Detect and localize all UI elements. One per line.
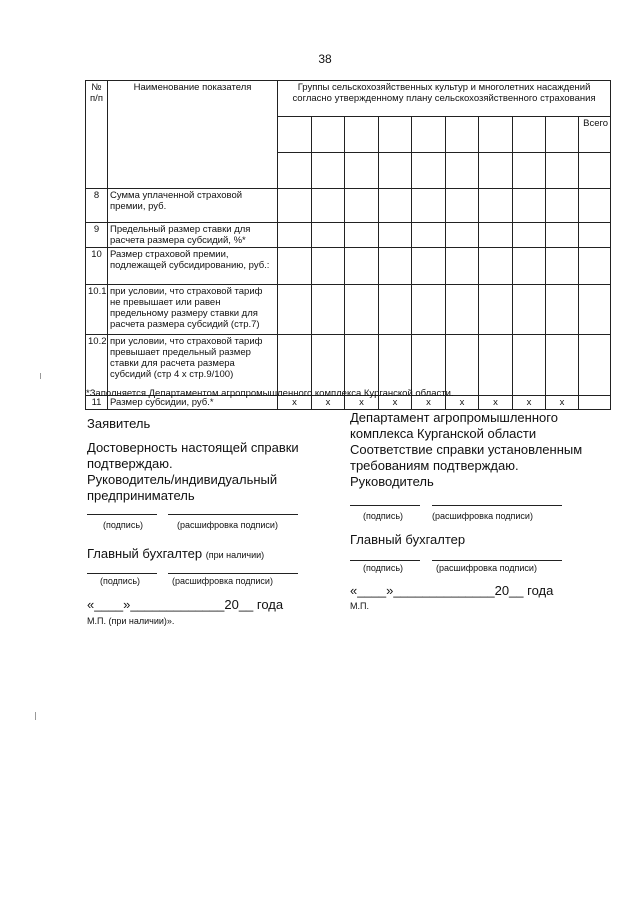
indicators-table (85, 80, 611, 410)
value-cell (546, 285, 579, 335)
row-indicator-name: Размер страховой премии, подлежащей субсидированию, руб.: (108, 248, 278, 285)
value-cell (412, 335, 446, 396)
table-row (86, 189, 611, 223)
scan-speck (35, 712, 36, 720)
value-cell: х (546, 396, 579, 410)
row-number: 10.2 (86, 335, 108, 396)
value-cell: х (278, 396, 312, 410)
applicant-date: «____»_____________20__ года (87, 597, 284, 612)
value-cell (312, 248, 345, 285)
value-cell (446, 285, 479, 335)
value-cell: х (345, 396, 379, 410)
row-indicator-name: при условии, что страховой тариф превышает предельный размер ставки для расчета размера субсидий (стр 4 х стр.9/100) (108, 335, 278, 396)
department-text-4: требованиям подтверждаю. (350, 458, 519, 473)
value-cell (278, 335, 312, 396)
department-text-2: комплекса Курганской области (350, 426, 537, 441)
value-cell (513, 189, 546, 223)
value-cell: х (513, 396, 546, 410)
value-cell (513, 223, 546, 248)
value-cell (479, 223, 513, 248)
value-cell (312, 189, 345, 223)
caption-signature: (подпись) (100, 576, 141, 586)
caption-decode: (расшифровка подписи) (432, 511, 533, 521)
row-number: 10 (86, 248, 108, 285)
footnote: *Заполняется Департаментом агропромышленного комплекса Курганской области. (86, 388, 454, 399)
value-cell (513, 285, 546, 335)
applicant-stamp-place: М.П. (при наличии)». (87, 616, 175, 626)
value-cell (546, 248, 579, 285)
table-row (86, 335, 611, 396)
department-date: «____»______________20__ года (350, 583, 554, 598)
department-chief-accountant: Главный бухгалтер (350, 532, 466, 547)
department-head: Руководитель (350, 474, 434, 489)
value-cell (412, 223, 446, 248)
applicant-text-4: предприниматель (87, 488, 195, 503)
value-cell (579, 248, 611, 285)
row-number: 10.1 (86, 285, 108, 335)
group-col-cell (513, 117, 546, 153)
value-cell (379, 335, 412, 396)
signature-line (87, 514, 157, 515)
value-cell (479, 285, 513, 335)
applicant-text-3: Руководитель/индивидуальный (87, 472, 278, 487)
header-groups: Группы сельскохозяйственных культур и многолетних насаждений согласно утвержденному плану сельскохозяйственного страхования (278, 81, 611, 117)
group-col-cell (546, 117, 579, 153)
value-cell (312, 223, 345, 248)
value-cell (345, 285, 379, 335)
value-cell (345, 248, 379, 285)
group-col-cell (446, 153, 479, 189)
group-col-cell (546, 153, 579, 189)
value-cell (446, 335, 479, 396)
table-row (86, 248, 611, 285)
table-body (86, 189, 611, 410)
decode-line (432, 560, 562, 561)
group-col-cell (412, 117, 446, 153)
value-cell (446, 248, 479, 285)
value-cell (278, 248, 312, 285)
value-cell (546, 335, 579, 396)
caption-signature: (подпись) (103, 520, 144, 530)
value-cell (379, 189, 412, 223)
scan-speck (40, 373, 41, 379)
row-number: 9 (86, 223, 108, 248)
value-cell (479, 189, 513, 223)
header-name: Наименование показателя (108, 81, 278, 189)
value-cell (278, 189, 312, 223)
table-row (86, 223, 611, 248)
caption-signature: (подпись) (363, 511, 404, 521)
value-cell (579, 285, 611, 335)
group-col-cell (579, 153, 611, 189)
value-cell (312, 335, 345, 396)
row-indicator-name: при условии, что страховой тариф не превышает или равен предельному размеру ставки для расчета размера субсидий (стр.7) (108, 285, 278, 335)
signature-line (350, 505, 420, 506)
group-col-cell (379, 153, 412, 189)
value-cell (278, 285, 312, 335)
group-col-cell (345, 153, 379, 189)
value-cell (278, 223, 312, 248)
group-col-cell (312, 117, 345, 153)
value-cell (579, 223, 611, 248)
row-number: 11 (86, 396, 108, 410)
value-cell (412, 248, 446, 285)
value-cell (345, 189, 379, 223)
group-col-cell (412, 153, 446, 189)
caption-decode: (расшифровка подписи) (177, 520, 278, 530)
department-text-3: Соответствие справки установленным (350, 442, 583, 457)
decode-line (432, 505, 562, 506)
value-cell (479, 335, 513, 396)
applicant-text-1: Достоверность настоящей справки (87, 440, 299, 455)
signature-line (350, 560, 420, 561)
value-cell (345, 335, 379, 396)
signature-line (87, 573, 157, 574)
applicant-text-2: подтверждаю. (87, 456, 173, 471)
applicant-title: Заявитель (87, 416, 151, 431)
caption-decode: (расшифровка подписи) (436, 563, 537, 573)
group-col-cell (312, 153, 345, 189)
caption-decode: (расшифровка подписи) (172, 576, 273, 586)
group-col-cell (513, 153, 546, 189)
chief-accountant-label (87, 546, 264, 563)
group-col-cell (446, 117, 479, 153)
value-cell (379, 248, 412, 285)
value-cell: х (379, 396, 412, 410)
header-total: Всего (579, 117, 611, 153)
row-indicator-name: Предельный размер ставки для расчета размера субсидий, %* (108, 223, 278, 248)
caption-signature: (подпись) (363, 563, 404, 573)
group-col-cell (479, 117, 513, 153)
value-cell (345, 223, 379, 248)
group-col-cell (278, 153, 312, 189)
page-number: 38 (318, 52, 332, 66)
group-col-cell (278, 117, 312, 153)
value-cell: х (479, 396, 513, 410)
value-cell (446, 189, 479, 223)
table-row (86, 285, 611, 335)
decode-line (168, 573, 298, 574)
value-cell (379, 285, 412, 335)
chief-accountant-text: Главный бухгалтер (87, 546, 203, 561)
value-cell: х (312, 396, 345, 410)
value-cell (446, 223, 479, 248)
decode-line (168, 514, 298, 515)
value-cell (312, 285, 345, 335)
row-indicator-name: Сумма уплаченной страховой премии, руб. (108, 189, 278, 223)
group-col-cell (479, 153, 513, 189)
value-cell: х (412, 396, 446, 410)
group-col-cell (379, 117, 412, 153)
value-cell (412, 189, 446, 223)
row-number: 8 (86, 189, 108, 223)
value-cell: х (446, 396, 479, 410)
value-cell (379, 223, 412, 248)
value-cell (579, 335, 611, 396)
value-cell (412, 285, 446, 335)
value-cell (579, 396, 611, 410)
group-col-cell (345, 117, 379, 153)
value-cell (479, 248, 513, 285)
department-text-1: Департамент агропромышленного (350, 410, 558, 425)
value-cell (546, 223, 579, 248)
value-cell (546, 189, 579, 223)
header-num: № п/п (86, 81, 108, 189)
chief-accountant-note: (при наличии) (205, 550, 265, 560)
value-cell (513, 335, 546, 396)
row-indicator-name: Размер субсидии, руб.* (108, 396, 278, 410)
department-stamp-place: М.П. (350, 601, 369, 611)
value-cell (513, 248, 546, 285)
value-cell (579, 189, 611, 223)
